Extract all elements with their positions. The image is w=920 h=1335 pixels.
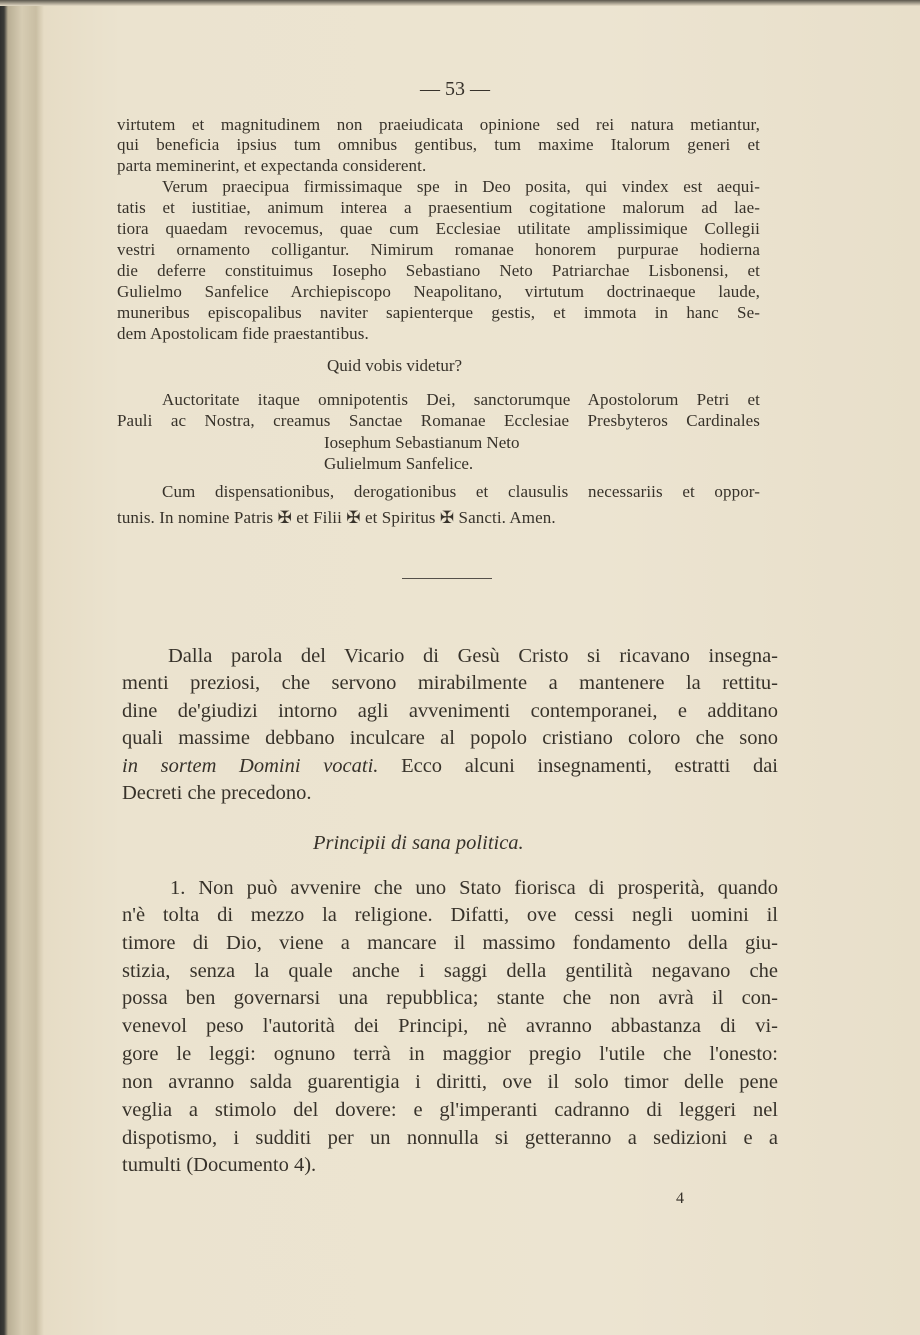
- text-line: non avranno salda guarentigia i diritti, ove il solo timor delle pene: [122, 1071, 778, 1093]
- cardinal-name: Iosephum Sebastianum Neto: [324, 433, 520, 452]
- text-line: dem Apostolicam fide praestantibus.: [117, 324, 369, 343]
- text-line: parta meminerint, et expectanda considerent.: [117, 156, 427, 175]
- page-edge-shadow: [0, 0, 920, 6]
- text-line: menti preziosi, che servono mirabilmente a mantenere la rettitu-: [122, 672, 778, 694]
- text-line: Verum praecipua firmissimaque spe in Deo posita, qui vindex est aequi-: [162, 177, 760, 196]
- text-line: possa ben governarsi una repubblica; stante che non avrà il con-: [122, 987, 778, 1009]
- text-line: muneribus episcopalibus naviter sapienterque gestis, et immota in hanc Se-: [117, 303, 760, 322]
- text-line: tunis. In nomine Patris ✠ et Filii ✠ et Spiritus ✠ Sancti. Amen.: [117, 508, 556, 527]
- text-line: Decreti che precedono.: [122, 782, 312, 804]
- text-line: venevol peso l'autorità dei Principi, nè avranno abbastanza di vi-: [122, 1015, 778, 1037]
- text-line: tumulti (Documento 4).: [122, 1154, 317, 1176]
- text-line: die deferre constituimus Iosepho Sebastiano Neto Patriarchae Lisbonensi, et: [117, 261, 760, 280]
- page-number-header: — 53 —: [420, 78, 490, 100]
- text-line: stizia, senza la quale anche i saggi della gentilità negavano che: [122, 960, 778, 982]
- text-line: dispotismo, i sudditi per un nonnulla si getteranno a sedizioni e a: [122, 1127, 778, 1149]
- text-line: gore le leggi: ognuno terrà in maggior pregio l'utile che l'onesto:: [122, 1043, 778, 1065]
- cardinal-name: Gulielmum Sanfelice.: [324, 454, 474, 473]
- text-line: Pauli ac Nostra, creamus Sanctae Romanae Ecclesiae Presbyteros Cardinales: [117, 411, 760, 430]
- text-line: veglia a stimolo del dovere: e gl'imperanti cadranno di leggeri nel: [122, 1099, 778, 1121]
- text-line: tatis et iustitiae, animum interea a praesentium cogitatione malorum ad lae-: [117, 198, 760, 217]
- text-line: quali massime debbano inculcare al popolo cristiano coloro che sono: [122, 727, 778, 749]
- text-line: Gulielmo Sanfelice Archiepiscopo Neapolitano, virtutum doctrinaeque laude,: [117, 282, 760, 301]
- text-line: tiora quaedam revocemus, quae cum Ecclesiae utilitate amplissimique Collegii: [117, 219, 760, 238]
- section-heading: Principii di sana politica.: [313, 832, 524, 854]
- text-line: n'è tolta di mezzo la religione. Difatti, ove cessi negli uomini il: [122, 904, 778, 926]
- text-line: Auctoritate itaque omnipotentis Dei, sanctorumque Apostolorum Petri et: [162, 390, 760, 409]
- text-line: 1. Non può avvenire che uno Stato fiorisca di prosperità, quando: [170, 877, 778, 899]
- text-line: qui beneficia ipsius tum omnibus gentibus, tum maxime Italorum generi et: [117, 135, 760, 154]
- question-line: Quid vobis videtur?: [327, 356, 463, 375]
- signature-mark: 4: [676, 1190, 684, 1207]
- text-line: vestri ornamento colligantur. Nimirum romanae honorem purpurae hodierna: [117, 240, 760, 259]
- text-line: Dalla parola del Vicario di Gesù Cristo si ricavano insegna-: [168, 645, 778, 667]
- text-line: timore di Dio, viene a mancare il massimo fondamento della giu-: [122, 932, 778, 954]
- text-segment: Ecco alcuni insegnamenti, estratti dai: [378, 755, 778, 777]
- italic-phrase: in sortem Domini vocati.: [122, 755, 379, 777]
- text-line: dine de'giudizi intorno agli avvenimenti contemporanei, e additano: [122, 700, 778, 722]
- text-line: Cum dispensationibus, derogationibus et clausulis necessariis et oppor-: [162, 482, 760, 501]
- text-line: virtutem et magnitudinem non praeiudicata opinione sed rei natura metiantur,: [117, 115, 760, 134]
- text-line: [122, 755, 778, 778]
- section-divider: [402, 578, 492, 579]
